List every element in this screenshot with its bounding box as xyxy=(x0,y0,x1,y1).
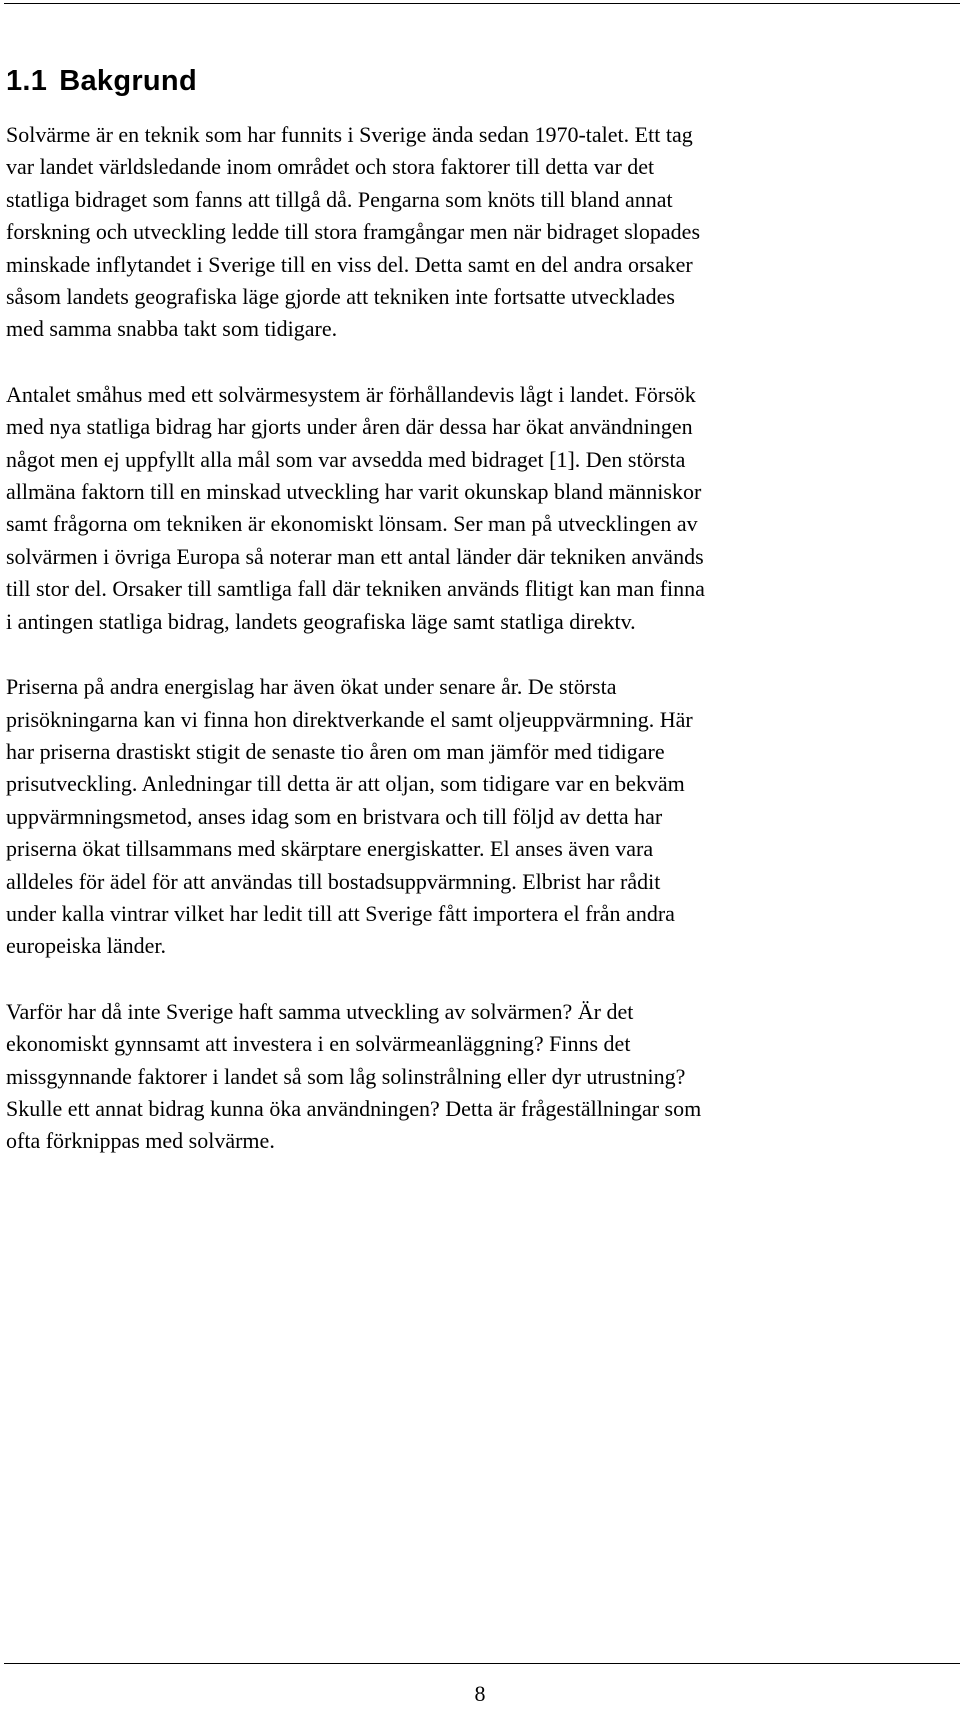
section-title: Bakgrund xyxy=(59,65,197,97)
text-line: Solvärme är en teknik som har funnits i Sverige ända sedan 1970-talet. Ett tag xyxy=(6,122,693,147)
paragraph-2 xyxy=(6,379,956,638)
section-number: 1.1 xyxy=(6,65,48,97)
text-line: med samma snabba takt som tidigare. xyxy=(6,316,338,342)
header-rule xyxy=(4,3,960,4)
text-line: prisutveckling. Anledningar till detta är att oljan, som tidigare var en bekväm xyxy=(6,771,685,797)
text-line: europeiska länder. xyxy=(6,933,167,959)
text-line: statliga bidraget som fanns att tillgå då. Pengarna som knöts till bland annat xyxy=(6,186,673,212)
text-line: något men ej uppfyllt alla mål som var avsedda med bidraget [1]. Den största xyxy=(6,446,686,472)
text-line: prisökningarna kan vi finna hon direktverkande el samt oljeuppvärmning. Här xyxy=(6,706,693,732)
footer-rule xyxy=(4,1663,960,1664)
text-line: missgynnande faktorer i landet så som låg solinstrålning eller dyr utrustning? xyxy=(6,1063,686,1089)
text-line: Antalet småhus med ett solvärmesystem är förhållandevis lågt i landet. Försök xyxy=(6,381,696,407)
text-line: ekonomiskt gynnsamt att investera i en solvärmeanläggning? Finns det xyxy=(6,1031,631,1057)
text-line: har priserna drastiskt stigit de senaste tio åren om man jämför med tidigare xyxy=(6,738,665,764)
paragraph-3 xyxy=(6,671,956,963)
text-line: var landet världsledande inom området och stora faktorer till detta var det xyxy=(6,154,655,180)
section-heading xyxy=(6,65,197,97)
text-line: uppvärmningsmetod, anses idag som en bristvara och till följd av detta har xyxy=(6,803,663,829)
text-line: Skulle ett annat bidrag kunna öka användningen? Detta är frågeställningar som xyxy=(6,1095,702,1121)
text-line: under kalla vintrar vilket har ledit till att Sverige fått importera el från andra xyxy=(6,900,675,926)
body-text xyxy=(6,119,956,1191)
text-line: samt frågorna om tekniken är ekonomiskt lönsam. Ser man på utvecklingen av xyxy=(6,511,698,537)
text-line: allmäna faktorn till en minskad utveckling har varit okunskap bland människor xyxy=(6,479,702,505)
text-line: alldeles för ädel för att användas till bostadsuppvärmning. Elbrist har rådit xyxy=(6,868,661,894)
text-line: till stor del. Orsaker till samtliga fall där tekniken används flitigt kan man finna xyxy=(6,576,705,602)
text-line: forskning och utveckling ledde till stora framgångar men när bidraget slopades xyxy=(6,219,701,245)
text-line: i antingen statliga bidrag, landets geografiska läge samt statliga direktv. xyxy=(6,608,636,634)
text-line: minskade inflytandet i Sverige till en viss del. Detta samt en del andra orsaker xyxy=(6,251,693,277)
page-number: 8 xyxy=(474,1681,486,1706)
text-line: med nya statliga bidrag har gjorts under åren där dessa har ökat användningen xyxy=(6,414,693,440)
text-line: ofta förknippas med solvärme. xyxy=(6,1128,275,1154)
text-line: Varför har då inte Sverige haft samma utveckling av solvärmen? Är det xyxy=(6,998,634,1024)
paragraph-1 xyxy=(6,119,956,346)
text-line: såsom landets geografiska läge gjorde att tekniken inte fortsatte utvecklades xyxy=(6,284,675,310)
paragraph-4 xyxy=(6,996,956,1158)
text-line: Priserna på andra energislag har även ökat under senare år. De största xyxy=(6,674,617,700)
text-line: solvärmen i övriga Europa så noterar man ett antal länder där tekniken används xyxy=(6,543,704,569)
text-line: priserna ökat tillsammans med skärptare energiskatter. El anses även vara xyxy=(6,836,654,862)
